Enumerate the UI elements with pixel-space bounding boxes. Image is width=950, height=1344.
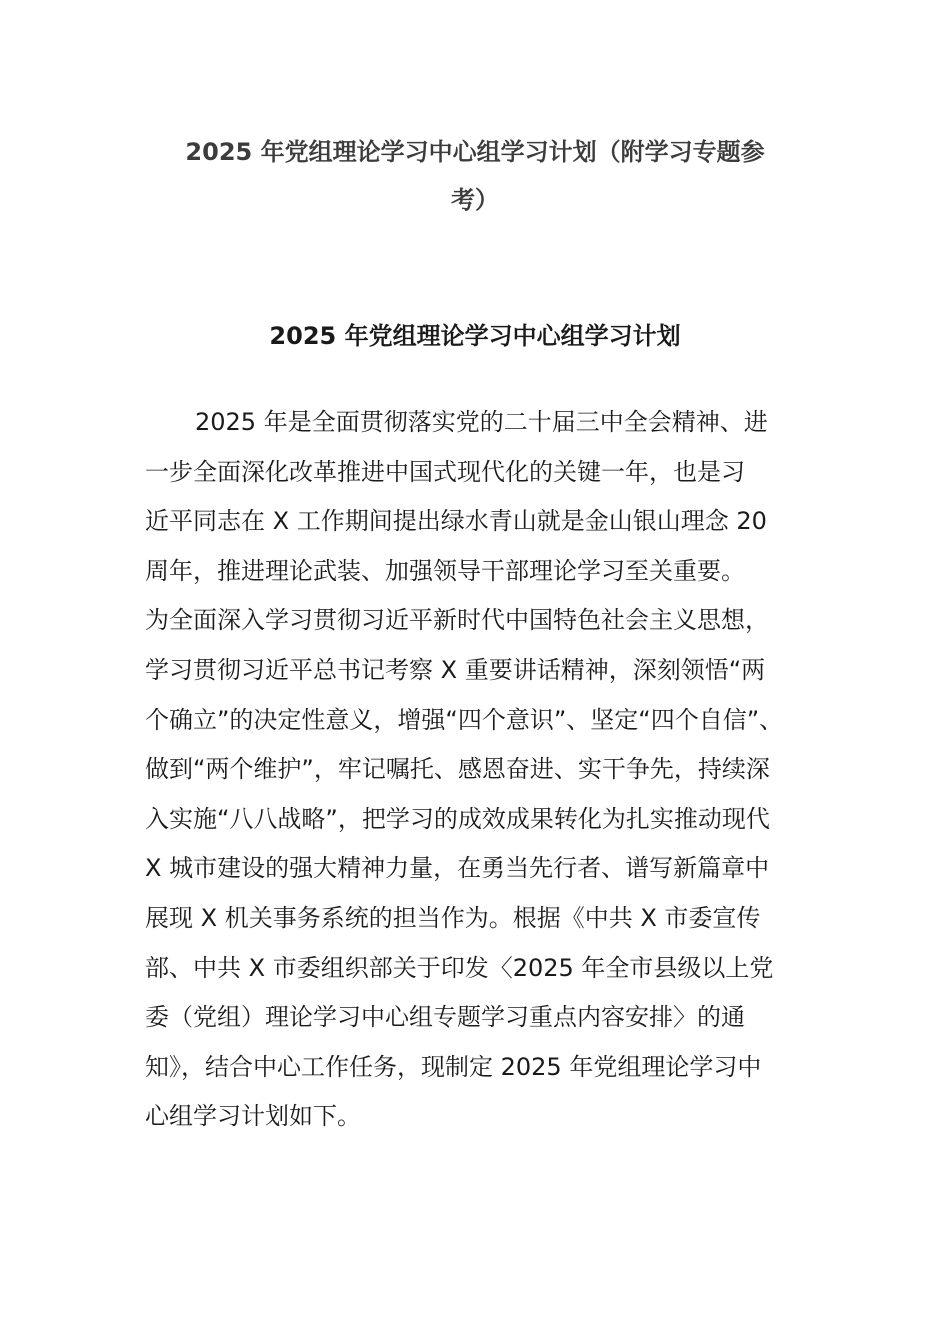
section-title: 2025 年党组理论学习中心组学习计划: [269, 322, 681, 350]
document-title-line-2: 考）: [451, 186, 499, 214]
paragraph-line: 周年，推进理论武装、加强领导干部理论学习至关重要。: [145, 556, 745, 585]
body-paragraph: [145, 398, 805, 1142]
paragraph-line: 个确立”的决定性意义，增强“四个意识”、坚定“四个自信”、: [145, 705, 784, 734]
paragraph-line: 为全面深入学习贯彻习近平新时代中国特色社会主义思想，: [145, 606, 769, 635]
paragraph-line: 学习贯彻习近平总书记考察 X 重要讲话精神，深刻领悟“两: [145, 655, 766, 684]
paragraph-line: 2025 年是全面贯彻落实党的二十届三中全会精神、进: [195, 408, 768, 436]
document-title: [160, 128, 790, 224]
paragraph-line: X 城市建设的强大精神力量，在勇当先行者、谱写新篇章中: [145, 854, 770, 883]
paragraph-line: 委（党组）理论学习中心组专题学习重点内容安排〉的通: [145, 1003, 745, 1032]
paragraph-line: 一步全面深化改革推进中国式现代化的关键一年，也是习: [145, 457, 745, 486]
paragraph-line: 心组学习计划如下。: [145, 1102, 361, 1131]
paragraph-line: 展现 X 机关事务系统的担当作为。根据《中共 X 市委宣传: [145, 903, 761, 932]
paragraph-line: 知》，结合中心工作任务，现制定 2025 年党组理论学习中: [145, 1052, 762, 1081]
paragraph-line: 部、中共 X 市委组织部关于印发〈2025 年全市县级以上党: [145, 953, 774, 982]
paragraph-line: 做到“两个维护”，牢记嘱托、感恩奋进、实干争先，持续深: [145, 755, 770, 784]
document-title-line-1: 2025 年党组理论学习中心组学习计划（附学习专题参: [185, 138, 765, 166]
paragraph-line: 入实施“八八战略”，把学习的成效成果转化为扎实推动现代: [145, 804, 770, 833]
paragraph-line: 近平同志在 X 工作期间提出绿水青山就是金山银山理念 20: [145, 507, 767, 536]
